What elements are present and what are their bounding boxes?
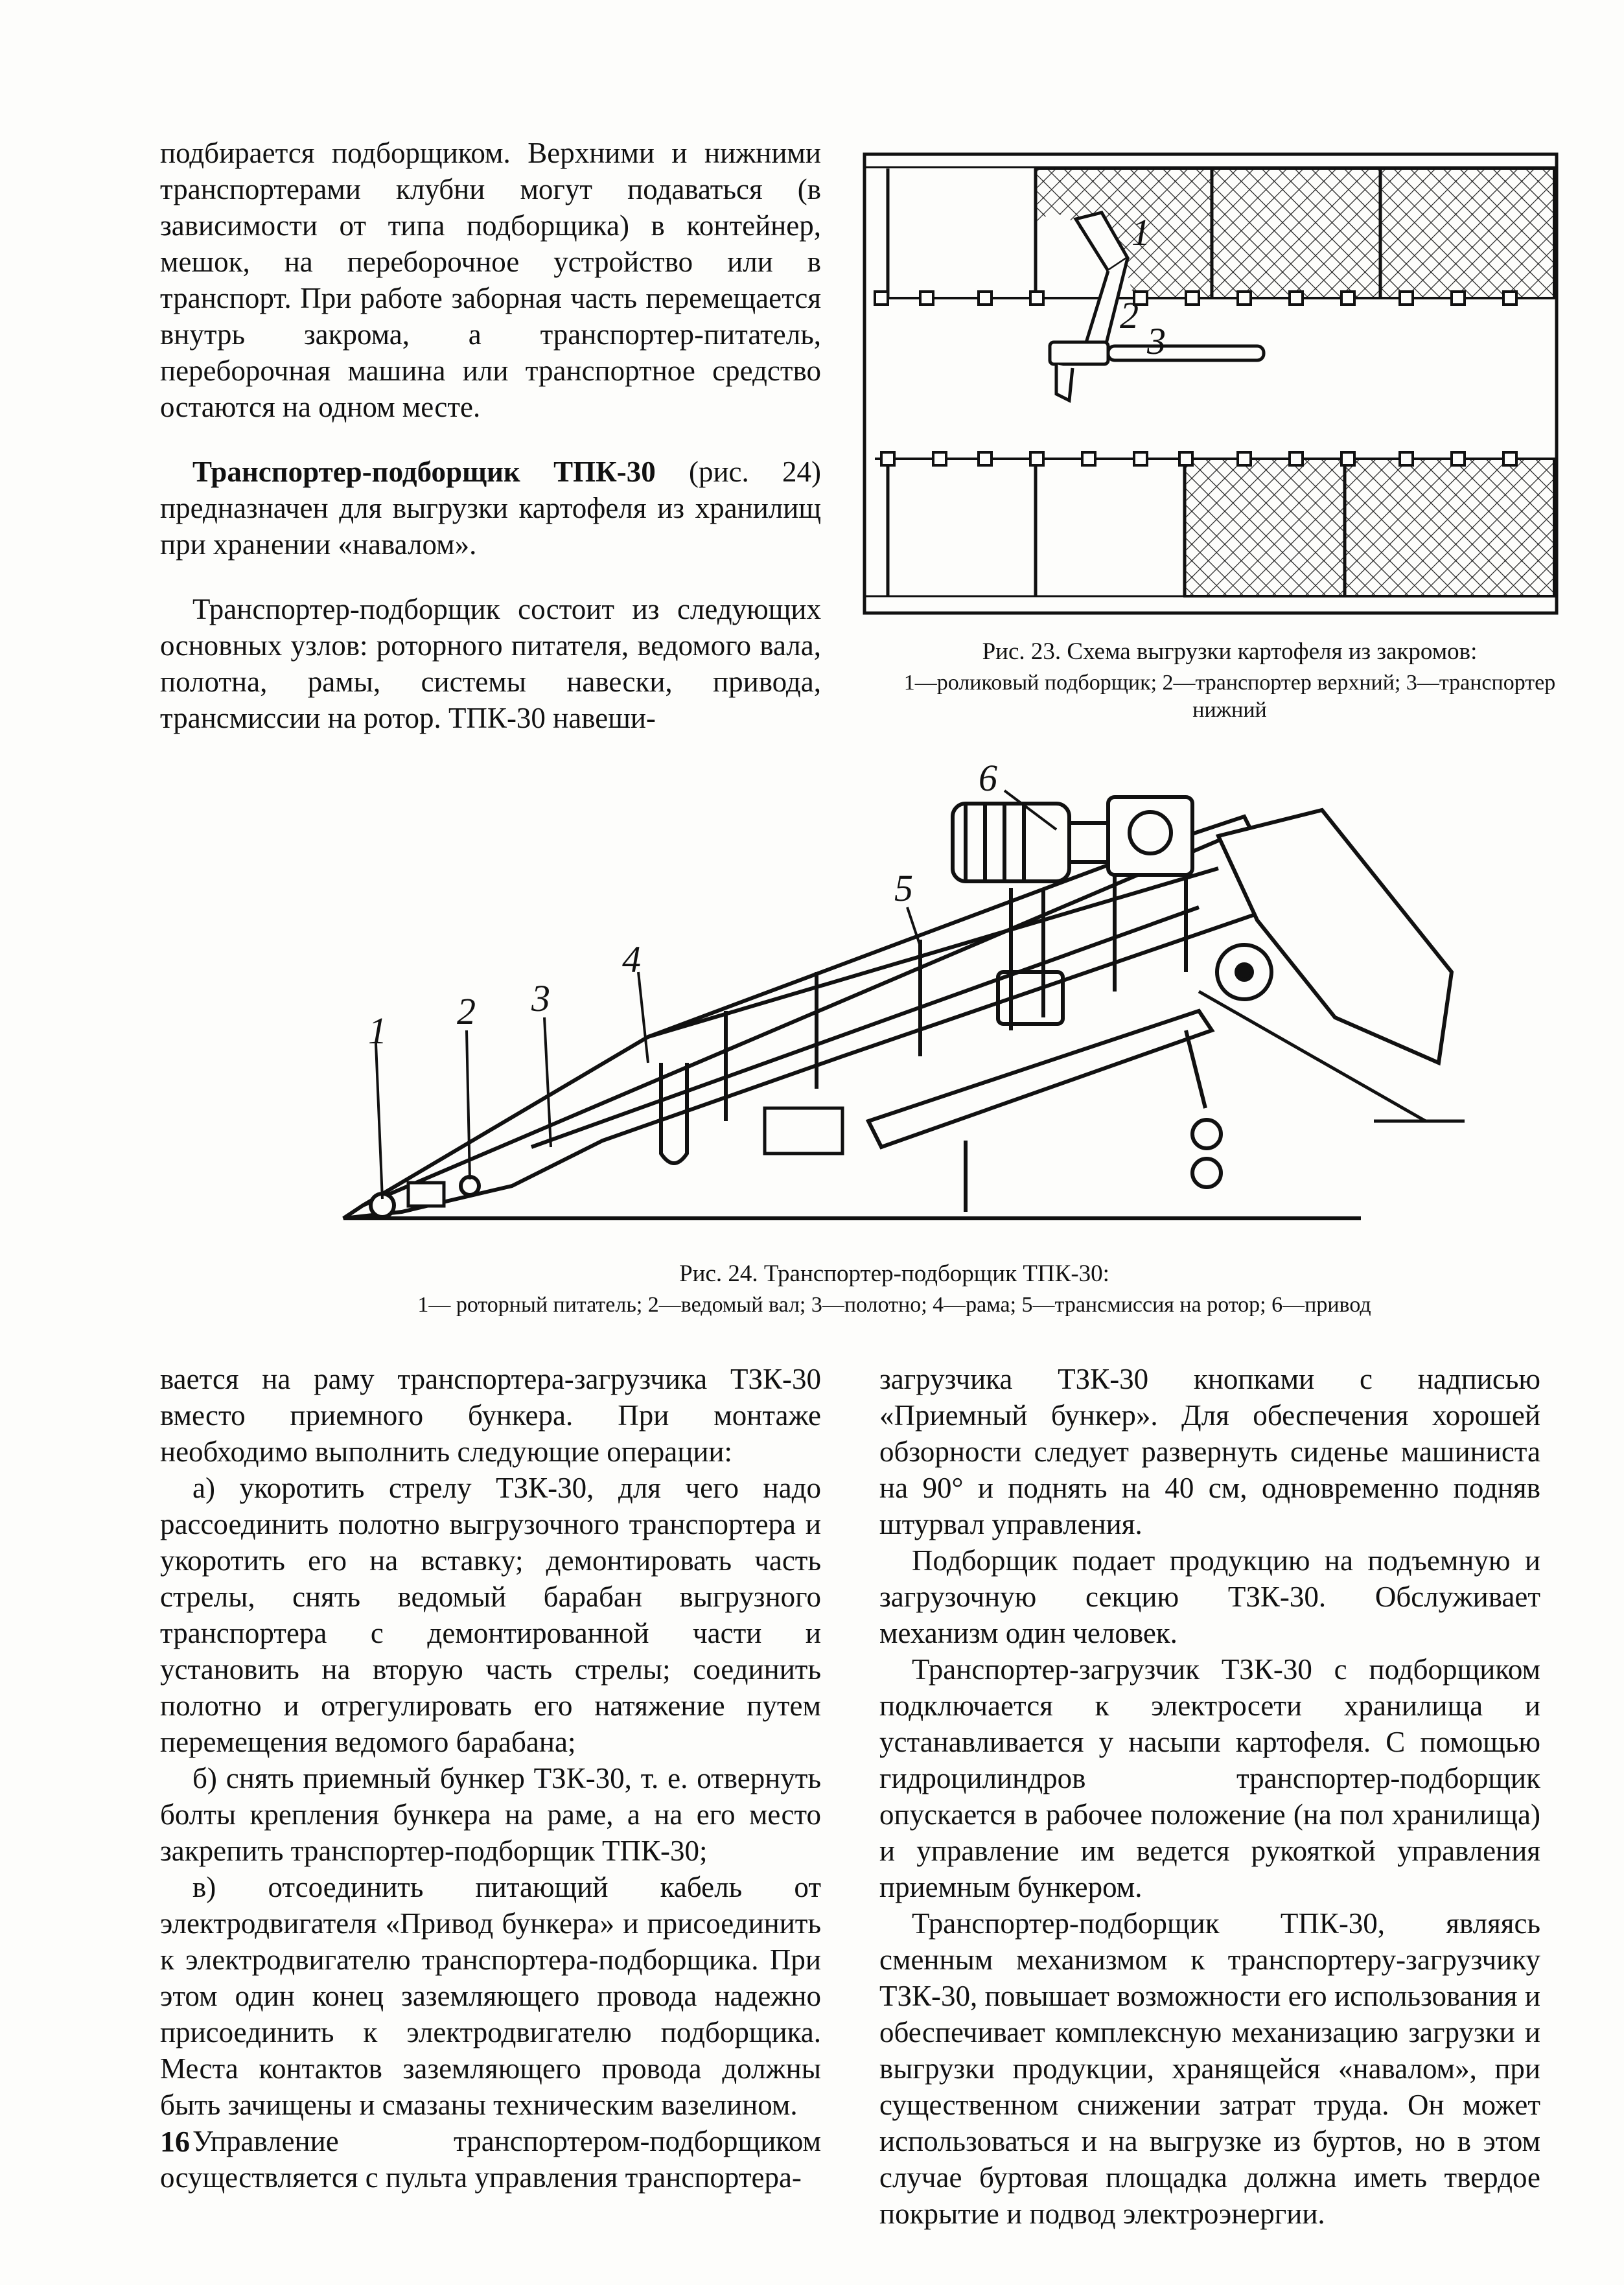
- list-item-v: в) отсоединить питающий кабель от электродвигателя «Привод бункера» и присоединить к электродвигателю транспортера-подборщика. При этом один конец заземляющего провода надежно присоединить к электродвигателю подборщика. Места контактов заземляющего провода должны быть зачищены и смазаны техническим вазелином.: [160, 1871, 821, 2121]
- paragraph: Подборщик подает продукцию на подъемную и загрузочную секцию ТЗК-30. Обслуживает механизм один человек.: [879, 1544, 1540, 1649]
- fig24-label-4: 4: [622, 938, 641, 980]
- paragraph: Транспортер-загрузчик ТЗК-30 с подборщиком подключается к электросети хранилища и устанавливается у насыпи картофеля. С помощью гидроцилиндров транспортер-подборщик опускается в рабочее положение (на пол хранилища) и управление им ведется рукояткой управления приемным бункером.: [879, 1653, 1540, 1903]
- top-text-column: [160, 135, 821, 736]
- lower-conveyor-3: [1108, 346, 1264, 360]
- paragraph: Транспортер-подборщик ТПК-30, являясь сменным механизмом к транспортеру-загрузчику ТЗК-30, повышает возможности его использования и обеспечивает комплексную механизацию загрузки и выгрузки продукции, хранящейся «навалом», при существенном снижении затрат труда. Он может использоваться и на выгрузке из буртов, но в этом случае буртовая площадка должна иметь твердое покрытие и подвод электроэнергии.: [879, 1907, 1540, 2230]
- figure-24-diagram: [324, 758, 1465, 1251]
- control-box: [765, 1108, 842, 1154]
- fig23-label-2: 2: [1120, 294, 1139, 336]
- heading-tpk30: Транспортер-подборщик ТПК-30: [192, 456, 656, 488]
- figure-23-diagram: [862, 148, 1562, 627]
- fig24-label-6: 6: [979, 757, 997, 799]
- paragraph-text: (рис. 24) предназначен для выгрузки картофеля из хранилищ при хранении «навалом».: [160, 456, 821, 561]
- paragraph: загрузчика ТЗК-30 кнопками с надписью «Приемный бункер». Для обеспечения хорошей обзорности следует развернуть сиденье машиниста на 90° и поднять на 40 см, одновременно подняв штурвал управления.: [879, 1363, 1540, 1540]
- fig24-label-1: 1: [368, 1010, 387, 1052]
- fig23-label-1: 1: [1131, 211, 1150, 253]
- paragraph: Транспортер-подборщик состоит из следующих основных узлов: роторного питателя, ведомого вала, полотна, рамы, системы навески, привода, трансмиссии на ротор. ТПК-30 навеши-: [160, 593, 821, 734]
- potato-pile-lower: [1185, 459, 1554, 596]
- fig24-label-5: 5: [894, 867, 913, 909]
- list-item-a: а) укоротить стрелу ТЗК-30, для чего надо рассоединить полотно выгрузочного транспортера и укоротить его на вставку; демонтировать часть стрелы, снять ведомый барабан выгрузного транспортера с демонтированной части и установить на вторую часть стрелы; соединить полотно и отрегулировать его натяжение путем перемещения ведомого барабана;: [160, 1472, 821, 1758]
- figure-24-legend: 1— роторный питатель; 2—ведомый вал; 3—полотно; 4—рама; 5—трансмиссия на ротор; 6—привод: [417, 1293, 1371, 1317]
- bottom-left-column: [160, 1361, 821, 2196]
- paragraph: вается на раму транспортера-загрузчика ТЗК-30 вместо приемного бункера. При монтаже необходимо выполнить следующие операции:: [160, 1363, 821, 1468]
- driven-shaft: [461, 1177, 479, 1195]
- figure-24-caption: [324, 1260, 1465, 1319]
- figure-23-legend: 1—роликовый подборщик; 2—транспортер верхний; 3—транспортер нижний: [903, 671, 1556, 722]
- suspension-hook: [1186, 1030, 1221, 1187]
- paragraph: подбирается подборщиком. Верхними и нижними транспортерами клубни могут подаваться (в зависимости от типа подборщика) в контейнер, мешок, на переборочное устройство или в транспорт. При работе заборная часть перемещается внутрь закрома, а транспортер-питатель, переборочная машина или транспортное средство остаются на одном месте.: [160, 137, 821, 423]
- fig24-label-2: 2: [457, 990, 476, 1032]
- paragraph-tpk30-intro: [160, 454, 821, 563]
- rotor-wheel: [1217, 945, 1271, 999]
- figure-23-title: Рис. 23. Схема выгрузки картофеля из закромов:: [982, 638, 1478, 665]
- hopper: [1218, 810, 1452, 1063]
- fig23-label-3: 3: [1147, 320, 1166, 362]
- figure-23-caption: [898, 638, 1562, 724]
- fig24-label-3: 3: [531, 977, 550, 1019]
- paragraph: Управление транспортером-подборщиком осуществляется с пульта управления транспортера-: [160, 2125, 821, 2194]
- list-item-b: б) снять приемный бункер ТЗК-30, т. е. отвернуть болты крепления бункера на раме, а на его место закрепить транспортер-подборщик ТПК-30;: [160, 1762, 821, 1867]
- upper-conveyor-2: [1050, 342, 1108, 400]
- drive-motor: [953, 797, 1192, 881]
- bottom-right-column: [879, 1361, 1540, 2232]
- page-number: 16: [160, 2125, 190, 2158]
- figure-24-title: Рис. 24. Транспортер-подборщик ТПК-30:: [679, 1260, 1109, 1287]
